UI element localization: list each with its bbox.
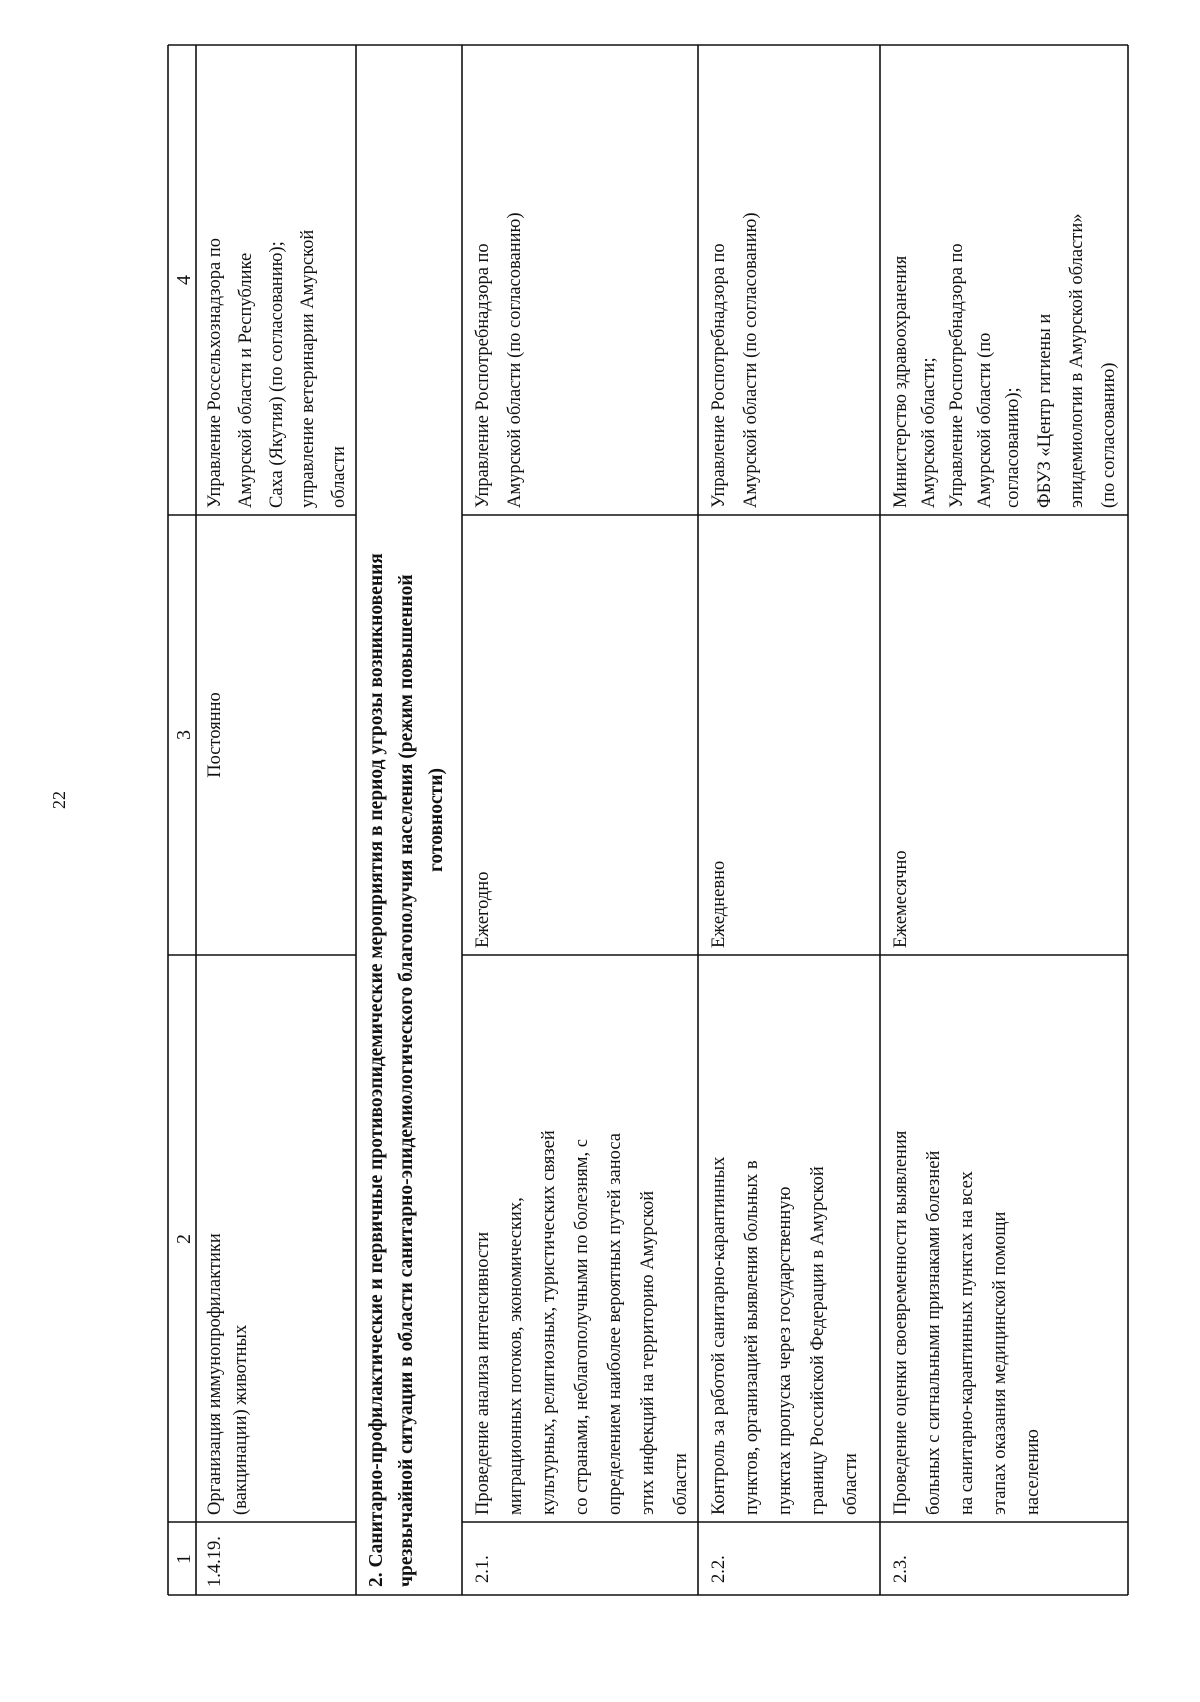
responsible-line: Амурской области и Республике (236, 252, 256, 508)
responsible-line: Министерство здравоохранения (891, 255, 911, 508)
activity-line: Организация иммунопрофилактики (205, 1233, 225, 1515)
activity-line: больных с сигнальными признаками болезней (924, 1150, 944, 1515)
responsible-line: Амурской области (по (975, 332, 995, 508)
responsible-line: Саха (Якутия) (по согласованию); (267, 241, 287, 508)
responsible-line: Управление Роспотребнадзора по (473, 243, 493, 508)
activity-line: этапах оказания медицинской помощи (990, 1211, 1010, 1515)
table-row-1-4-19 (205, 230, 349, 1587)
responsible-line: Амурской области (по согласованию) (741, 212, 761, 508)
responsible-line: ФБУЗ «Центр гигиены и (1035, 313, 1055, 508)
activity-line: со странами, неблагополучными по болезням, с (572, 1139, 592, 1515)
activity-line: определением наиболее вероятных путей заноса (605, 1132, 625, 1515)
col-header-2: 2 (173, 1234, 195, 1244)
table-row-2-2 (709, 212, 861, 1583)
responsible-line: эпидемиологии в Амурской области» (1067, 213, 1087, 508)
responsible-line: Управление Россельхознадзора по (205, 237, 225, 508)
section-heading-line: 2. Санитарно-профилактические и первичные противоэпидемические мероприятия в период угрозы возникновения (366, 553, 387, 1587)
rotated-table (168, 45, 1128, 1595)
row-number: 2.1. (473, 1555, 493, 1583)
row-number: 2.3. (891, 1555, 911, 1583)
responsible-line: Амурской области; (919, 357, 939, 508)
period: Ежегодно (473, 871, 493, 948)
page-number: 22 (49, 791, 69, 809)
responsible-line: Управление Роспотребнадзора по (709, 243, 729, 508)
activity-line: пунктов, организацией выявления больных в (742, 1160, 762, 1515)
activity-line: Контроль за работой санитарно-карантинных (709, 1156, 729, 1515)
section-2-heading (366, 553, 447, 1587)
activity-line: миграционных потоков, экономических, (506, 1197, 526, 1515)
col-header-1: 1 (173, 1554, 195, 1564)
responsible-line: согласованию); (1003, 387, 1023, 508)
section-heading-line: готовности) (426, 768, 447, 872)
activity-line: границу Российской Федерации в Амурской (808, 1166, 828, 1515)
col-header-3: 3 (173, 730, 195, 740)
activity-line: Проведение оценки своевременности выявления (891, 1130, 911, 1515)
responsible-line: Амурской области (по согласованию) (505, 212, 525, 508)
responsible-line: области (329, 446, 349, 508)
responsible-line: (по согласованию) (1099, 362, 1119, 508)
activity-line: Проведение анализа интенсивности (473, 1231, 493, 1515)
section-heading-line: чрезвычайной ситуации в области санитарно-эпидемиологического благополучия населения (режим повышенной (396, 574, 417, 1587)
period: Ежедневно (709, 860, 729, 948)
table-row-2-3 (891, 213, 1119, 1583)
responsible-line: управление ветеринарии Амурской (298, 229, 318, 508)
period: Ежемесячно (891, 850, 911, 948)
table-row-2-1 (473, 212, 691, 1583)
activity-line: пунктах пропуска через государственную (775, 1186, 795, 1515)
activity-line: (вакцинации) животных (231, 1324, 251, 1515)
activity-line: культурных, религиозных, туристических связей (539, 1130, 559, 1515)
period: Постоянно (205, 692, 225, 778)
activity-line: области (841, 1453, 861, 1515)
row-number: 1.4.19. (205, 1536, 225, 1587)
responsible-line: Управление Роспотребнадзора по (947, 243, 967, 508)
row-number: 2.2. (709, 1555, 729, 1583)
activity-line: области (671, 1453, 691, 1515)
activity-line: населению (1023, 1429, 1043, 1515)
activity-line: этих инфекций на территорию Амурской (638, 1190, 658, 1515)
activity-line: на санитарно-карантинных пунктах на всех (957, 1171, 977, 1515)
col-header-4: 4 (173, 275, 195, 285)
